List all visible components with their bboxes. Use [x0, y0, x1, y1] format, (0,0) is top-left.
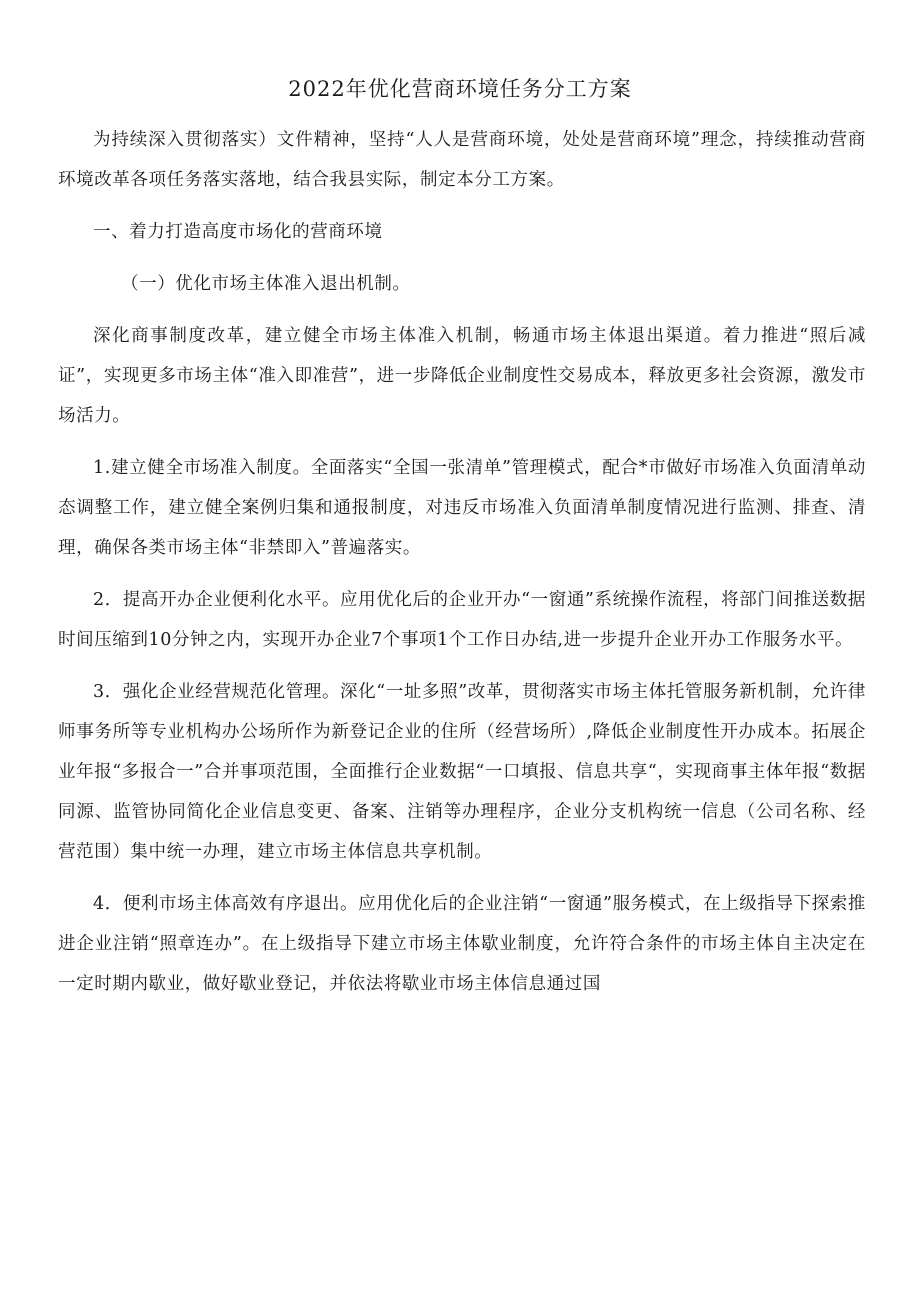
- subsection-intro-paragraph: 深化商事制度改革，建立健全市场主体准入机制，畅通市场主体退出渠道。着力推进“照后减证”，实现更多市场主体“准入即准营”，进一步降低企业制度性交易成本，释放更多社会资源，激发市场活力。: [58, 326, 866, 426]
- intro-paragraph: 为持续深入贯彻落实）文件精神，坚持“人人是营商环境，处处是营商环境”理念，持续推动营商环境改革各项任务落实落地，结合我县实际，制定本分工方案。: [58, 130, 866, 190]
- item-1-paragraph: 1.建立健全市场准入制度。全面落实“全国一张清单”管理模式，配合*市做好市场准入负面清单动态调整工作，建立健全案例归集和通报制度，对违反市场准入负面清单制度情况进行监测、排查、清理，确保各类市场主体“非禁即入”普遍落实。: [58, 458, 866, 558]
- item-4-paragraph: 4．便利市场主体高效有序退出。应用优化后的企业注销“一窗通”服务模式，在上级指导下探索推进企业注销“照章连办”。在上级指导下建立市场主体歇业制度，允许符合条件的市场主体自主决定在一定时期内歇业，做好歇业登记，并依法将歇业市场主体信息通过国: [58, 894, 866, 994]
- document-title: 2022年优化营商环境任务分工方案: [288, 77, 632, 101]
- subsection-heading: （一）优化市场主体准入退出机制。: [121, 274, 411, 294]
- document-body: [58, 120, 866, 1016]
- item-2-paragraph: 2．提高开办企业便利化水平。应用优化后的企业开办“一窗通”系统操作流程，将部门间推送数据时间压缩到10分钟之内，实现开办企业7个事项1个工作日办结,进一步提升企业开办工作服务水平。: [58, 590, 866, 650]
- section-heading: 一、着力打造高度市场化的营商环境: [93, 222, 383, 242]
- item-3-paragraph: 3．强化企业经营规范化管理。深化“一址多照”改革，贯彻落实市场主体托管服务新机制，允许律师事务所等专业机构办公场所作为新登记企业的住所（经营场所）,降低企业制度性开办成本。拓展企业年报“多报合一”合并事项范围，全面推行企业数据“一口填报、信息共享“，实现商事主体年报“数据同源、监管协同简化企业信息变更、备案、注销等办理程序，企业分支机构统一信息（公司名称、经营范围）集中统一办理，建立市场主体信息共享机制。: [58, 682, 866, 862]
